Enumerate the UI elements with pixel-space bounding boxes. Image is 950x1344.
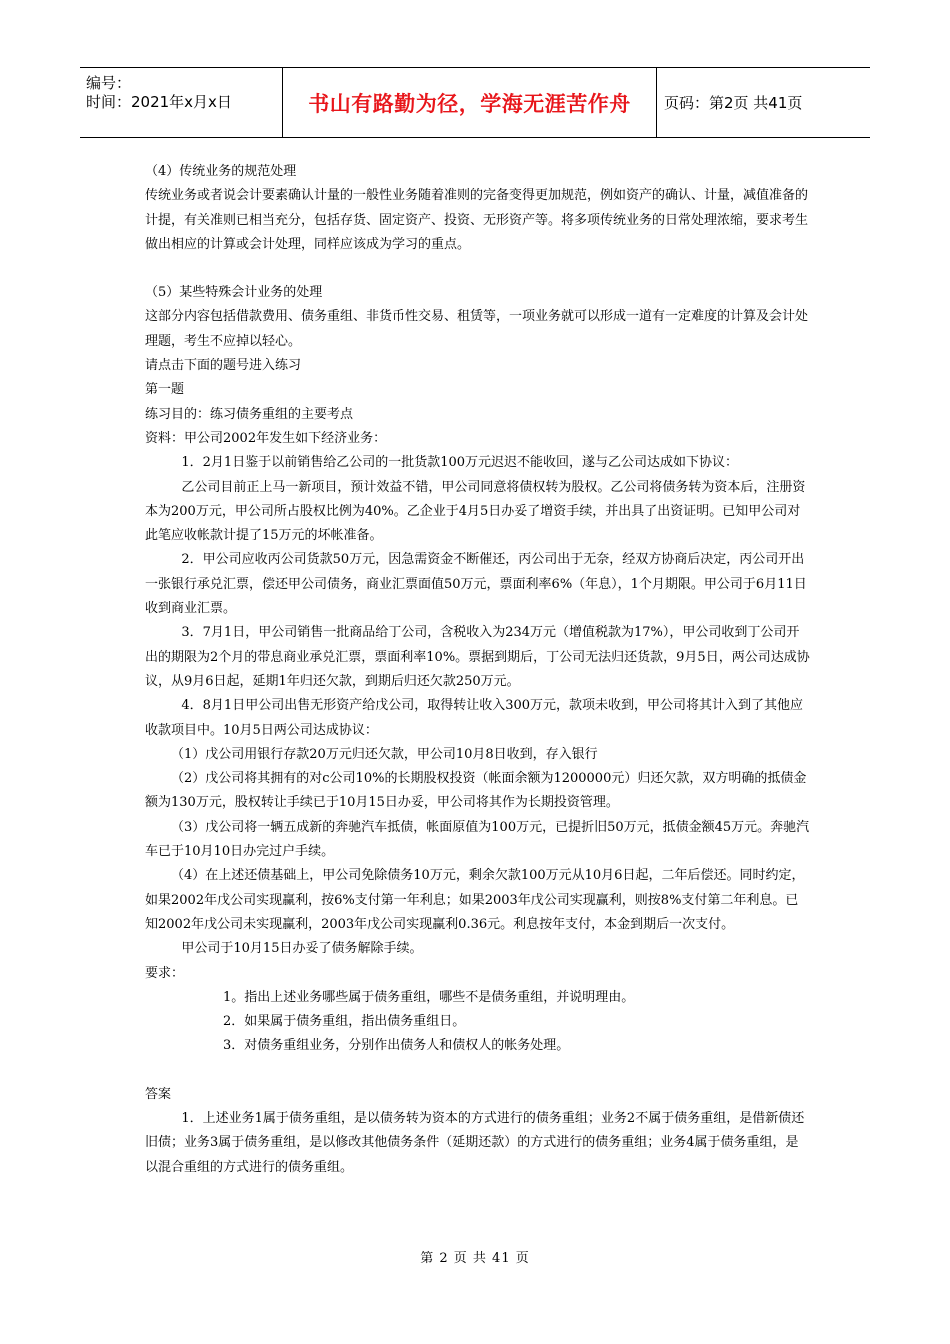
paragraph: （1）戊公司用银行存款20万元归还欠款，甲公司10月8日收到，存入银行: [171, 746, 598, 762]
paragraph: 答案: [145, 1086, 172, 1102]
paragraph: 2．甲公司应收丙公司货款50万元，因急需资金不断催还，丙公司出于无奈，经双方协商后决定，丙公司开出一张银行承兑汇票，偿还甲公司债务，商业汇票面值50万元，票面利率6%（年息），1个月期限。甲公司于6月11日收到商业汇票。: [145, 552, 807, 617]
paragraph: 1．上述业务1属于债务重组，是以债务转为资本的方式进行的债务重组；业务2不属于债务重组，是借新债还旧债；业务3属于债务重组，是以修改其他债务条件（延期还款）的方式进行的债务重组；业务4属于债务重组，是以混合重组的方式进行的债务重组。: [145, 1110, 805, 1175]
paragraph: （2）戊公司将其拥有的对c公司10%的长期股权投资（帐面余额为1200000元）归还欠款，双方明确的抵债金额为130万元，股权转让手续已于10月15日办妥，甲公司将其作为长期投资管理。: [145, 771, 807, 811]
header-motto: 书山有路勤为径，学海无涯苦作舟: [308, 91, 631, 116]
time-label: 时间：2021年x月x日: [86, 93, 232, 111]
header-meta: [86, 74, 232, 112]
paragraph: 传统业务或者说会计要素确认计量的一般性业务随着准则的完备变得更加规范，例如资产的确认、计量，减值准备的计提，有关准则已相当充分，包括存货、固定资产、投资、无形资产等。将多项传统业务的日常处理浓缩，要求考生做出相应的计算或会计处理，同样应该成为学习的重点。: [145, 188, 809, 252]
paragraph-spacer: [145, 1059, 810, 1083]
paragraph: 3．7月1日，甲公司销售一批商品给丁公司，含税收入为234万元（增值税款为17%），甲公司收到丁公司开出的期限为2个月的带息商业承兑汇票，票面利率10%。票据到期后，丁公司无法归还货款，9月5日，两公司达成协议，从9月6日起，延期1年归还欠款，到期后归还欠款250万元。: [145, 625, 810, 689]
paragraph: （4）在上述还债基础上，甲公司免除债务10万元，剩余欠款100万元从10月6日起，二年后偿还。同时约定，如果2002年戊公司实现赢利，按6%支付第一年利息；如果2003年戊公司实现赢利，则按8%支付第二年利息。已知2002年戊公司未实现赢利，2003年戊公司实现赢利0.36元。利息按年支付，本金到期后一次支付。: [145, 868, 805, 932]
page-header: [80, 67, 870, 138]
header-page-info: 页码：第2页 共41页: [664, 94, 803, 112]
page-footer: 第 2 页 共 41 页: [420, 1251, 530, 1266]
paragraph: 练习目的：练习债务重组的主要考点: [145, 406, 354, 422]
paragraph: 第一题: [145, 382, 185, 398]
paragraph-spacer: [145, 257, 810, 281]
number-label: 编号：: [86, 74, 132, 92]
paragraph: （5）某些特殊会计业务的处理: [145, 285, 323, 301]
paragraph: （4）传统业务的规范处理: [145, 164, 297, 179]
document-body: [145, 160, 810, 1180]
paragraph: 2．如果属于债务重组，指出债务重组日。: [223, 1014, 466, 1030]
header-divider: [656, 68, 657, 137]
paragraph: 请点击下面的题号进入练习: [145, 358, 302, 374]
paragraph: 乙公司目前正上马一新项目，预计效益不错，甲公司同意将债权转为股权。乙公司将债务转为资本后，注册资本为200万元，甲公司所占股权比例为40%。乙企业于4月5日办妥了增资手续，并出具了出资证明。已知甲公司对此笔应收帐款计提了15万元的坏帐准备。: [145, 479, 806, 544]
paragraph: 要求：: [145, 965, 185, 981]
paragraph: （3）戊公司将一辆五成新的奔驰汽车抵债，帐面原值为100万元，已提折旧50万元，抵债金额45万元。奔驰汽车已于10月10日办完过户手续。: [145, 819, 810, 860]
paragraph: 4．8月1日甲公司出售无形资产给戊公司，取得转让收入300万元，款项未收到，甲公司将其计入到了其他应收款项目中。10月5日两公司达成协议：: [145, 698, 804, 738]
paragraph: 甲公司于10月15日办妥了债务解除手续。: [181, 941, 423, 957]
paragraph: 这部分内容包括借款费用、债务重组、非货币性交易、租赁等，一项业务就可以形成一道有一定难度的计算及会计处理题，考生不应掉以轻心。: [145, 309, 809, 349]
paragraph: 3．对债务重组业务，分别作出债务人和债权人的帐务处理。: [223, 1038, 570, 1054]
paragraph: 1。指出上述业务哪些属于债务重组，哪些不是债务重组，并说明理由。: [223, 989, 635, 1005]
paragraph: 1．2月1日鉴于以前销售给乙公司的一批货款100万元迟迟不能收回，遂与乙公司达成如下协议：: [181, 455, 739, 471]
paragraph: 资料：甲公司2002年发生如下经济业务：: [145, 430, 387, 446]
